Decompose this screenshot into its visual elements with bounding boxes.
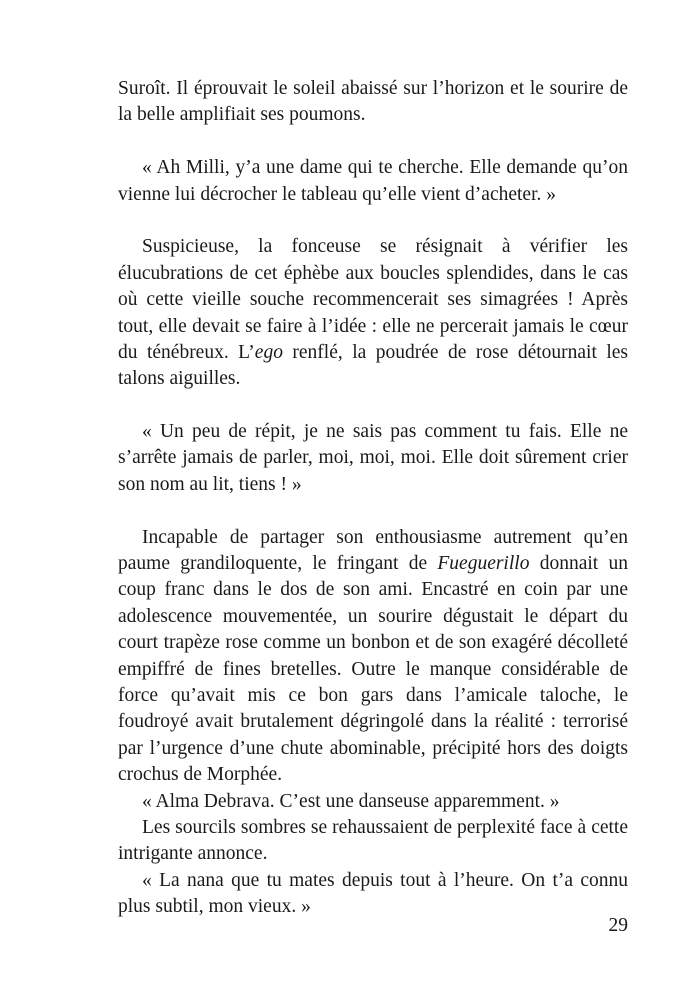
text-segment: la belle amplifiait ses poumons. — [118, 104, 366, 126]
text-segment: son nom au lit, tiens ! » — [118, 473, 302, 495]
text-segment: plus subtil, mon vieux. » — [118, 896, 311, 918]
text-line — [118, 340, 628, 366]
paragraph — [118, 868, 628, 921]
text-line — [118, 525, 628, 551]
text-line — [118, 445, 628, 471]
paragraph — [118, 419, 628, 498]
text-line — [118, 577, 628, 603]
text-segment: crochus de Morphée. — [118, 764, 283, 786]
text-segment: paume grandiloquente, le fringant de — [118, 553, 438, 575]
text-line — [118, 736, 628, 762]
text-line — [118, 551, 628, 577]
italic-text: ego — [254, 341, 283, 363]
text-segment: « Ah Milli, y’a une dame qui te cherche. Elle demande qu’on — [142, 157, 628, 179]
body-text — [118, 76, 628, 921]
text-line — [118, 261, 628, 287]
italic-text: Fueguerillo — [437, 553, 530, 575]
paragraph — [118, 815, 628, 868]
text-segment: Suroît. Il éprouvait le soleil abaissé sur l’horizon et le sourire de — [118, 78, 628, 99]
text-line — [118, 155, 628, 181]
text-line — [118, 868, 628, 894]
text-segment: intrigante annonce. — [118, 843, 268, 865]
text-segment: renflé, la poudrée de rose détournait les — [282, 341, 629, 363]
text-segment: talons aiguilles. — [118, 368, 241, 390]
text-line — [118, 762, 628, 788]
text-segment: « La nana que tu mates depuis tout à l’heure. On t’a connu — [142, 869, 628, 891]
text-segment: adolescence mouvementée, un sourire dégustait le départ du — [118, 605, 628, 627]
text-line — [118, 287, 628, 313]
text-line — [118, 472, 628, 498]
text-line — [118, 604, 628, 630]
text-segment: court trapèze rose comme un bonbon et de son exagéré décolleté — [118, 632, 628, 654]
text-segment: force qu’avait mis ce bon gars dans l’amicale taloche, le — [118, 684, 628, 706]
text-line — [118, 630, 628, 656]
text-line — [118, 657, 628, 683]
text-line — [118, 314, 628, 340]
text-line — [118, 234, 628, 260]
text-line — [118, 419, 628, 445]
text-segment: élucubrations de cet éphèbe aux boucles splendides, dans le cas — [118, 262, 628, 284]
text-line — [118, 789, 628, 815]
text-line — [118, 366, 628, 392]
paragraph — [118, 234, 628, 392]
text-line — [118, 841, 628, 867]
text-segment: Suspicieuse, la fonceuse se résignait à vérifier les — [142, 236, 628, 258]
text-segment: s’arrête jamais de parler, moi, moi, moi. Elle doit sûrement crier — [118, 447, 628, 469]
text-segment: empiffré de fines bretelles. Outre le manque considérable de — [118, 658, 628, 680]
text-line — [118, 815, 628, 841]
text-segment: où cette vieille souche recommencerait ses simagrées ! Après — [118, 289, 628, 311]
text-segment: vienne lui décrocher le tableau qu’elle vient d’acheter. » — [118, 183, 556, 205]
paragraph — [118, 525, 628, 789]
paragraph — [118, 789, 628, 815]
text-line — [118, 76, 628, 102]
text-segment: tout, elle devait se faire à l’idée : elle ne percerait jamais le cœur — [118, 315, 628, 337]
paragraph — [118, 76, 628, 129]
text-line — [118, 102, 628, 128]
text-line — [118, 683, 628, 709]
text-segment: « Alma Debrava. C’est une danseuse apparemment. » — [142, 790, 560, 812]
text-segment: donnait un — [529, 553, 628, 575]
page-number: 29 — [608, 915, 628, 936]
text-segment: par l’urgence d’une chute abominable, précipité hors des doigts — [118, 737, 628, 759]
text-segment: foudroyé avait brutalement dégringolé dans la réalité : terrorisé — [118, 711, 628, 733]
text-segment: « Un peu de répit, je ne sais pas comment tu fais. Elle ne — [142, 421, 628, 443]
text-segment: Les sourcils sombres se rehaussaient de perplexité face à cette — [142, 816, 628, 838]
text-segment: du ténébreux. L’ — [118, 341, 255, 363]
text-line — [118, 709, 628, 735]
text-segment: coup franc dans le dos de son ami. Encastré en coin par une — [118, 579, 628, 601]
text-segment: Incapable de partager son enthousiasme autrement qu’en — [142, 526, 628, 548]
paragraph — [118, 155, 628, 208]
text-line — [118, 894, 628, 920]
text-line — [118, 182, 628, 208]
